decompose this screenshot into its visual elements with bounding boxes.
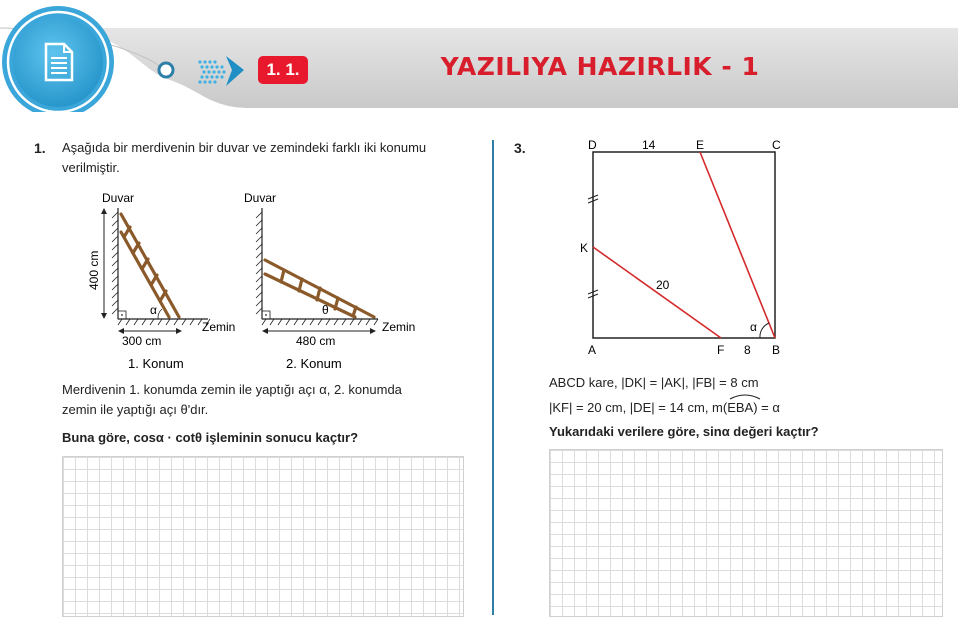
- document-icon: [44, 42, 74, 82]
- page-title: YAZILIYA HAZIRLIK - 1: [440, 52, 760, 81]
- given-2-suffix: ) = α: [753, 400, 780, 415]
- question-3-number: 3.: [514, 140, 526, 156]
- floor-label-2: Zemin: [382, 320, 416, 334]
- question-3-prompt: Yukarıdaki verilere göre, sinα değeri kaçtır?: [549, 424, 819, 439]
- base-length-2: 480 cm: [296, 334, 336, 348]
- caption-position-2: 2. Konum: [286, 356, 342, 371]
- ladder-position-2: [244, 191, 415, 371]
- floor-label-1: Zemin: [202, 320, 236, 334]
- height-label: 400 cm: [87, 250, 101, 290]
- vertex-K: K: [580, 241, 589, 255]
- vertex-C: C: [772, 138, 781, 152]
- arc-mark: [728, 392, 762, 400]
- base-length-1: 300 cm: [122, 334, 162, 348]
- question-3-given-2: [549, 398, 949, 418]
- question-1-number: 1.: [34, 140, 46, 156]
- question-1-body-line-2: zemin ile yaptığı açı θ'dır.: [62, 402, 209, 417]
- section-badge: 1. 1.: [258, 56, 308, 84]
- answer-grid-1[interactable]: [62, 456, 464, 617]
- answer-grid-3[interactable]: [549, 449, 943, 617]
- angle-theta-label: θ: [322, 303, 329, 317]
- angle-alpha-label: α: [150, 303, 157, 317]
- vertex-A: A: [588, 343, 597, 357]
- caption-position-1: 1. Konum: [128, 356, 184, 371]
- ladder-figure: [72, 186, 432, 376]
- label-FB-length: 8: [744, 343, 751, 357]
- ladder-position-1: [87, 191, 235, 371]
- angle-alpha-label: α: [750, 320, 757, 334]
- column-divider: [492, 140, 494, 615]
- vertex-F: F: [717, 343, 725, 357]
- question-1-body-line-1: Merdivenin 1. konumda zemin ile yaptığı açı α, 2. konumda: [62, 382, 402, 397]
- vertex-B: B: [772, 343, 781, 357]
- question-1-prompt: Buna göre, cosα · cotθ işleminin sonucu kaçtır?: [62, 430, 359, 445]
- question-3-given-1: ABCD kare, |DK| = |AK|, |FB| = 8 cm: [549, 375, 759, 390]
- wall-label-1: Duvar: [102, 191, 135, 205]
- wall-label-2: Duvar: [244, 191, 277, 205]
- question-1-text: Aşağıda bir merdivenin bir duvar ve zemindeki farklı iki konumu verilmiştir.: [62, 140, 427, 175]
- vertex-E: E: [696, 138, 705, 152]
- square-figure: [580, 138, 800, 360]
- label-DE-length: 14: [642, 138, 656, 152]
- vertex-D: D: [588, 138, 597, 152]
- given-2-prefix: |KF| = 20 cm, |DE| = 14 cm, m(: [549, 400, 728, 415]
- label-KF-length: 20: [656, 278, 670, 292]
- given-2-arc: EBA: [727, 400, 754, 415]
